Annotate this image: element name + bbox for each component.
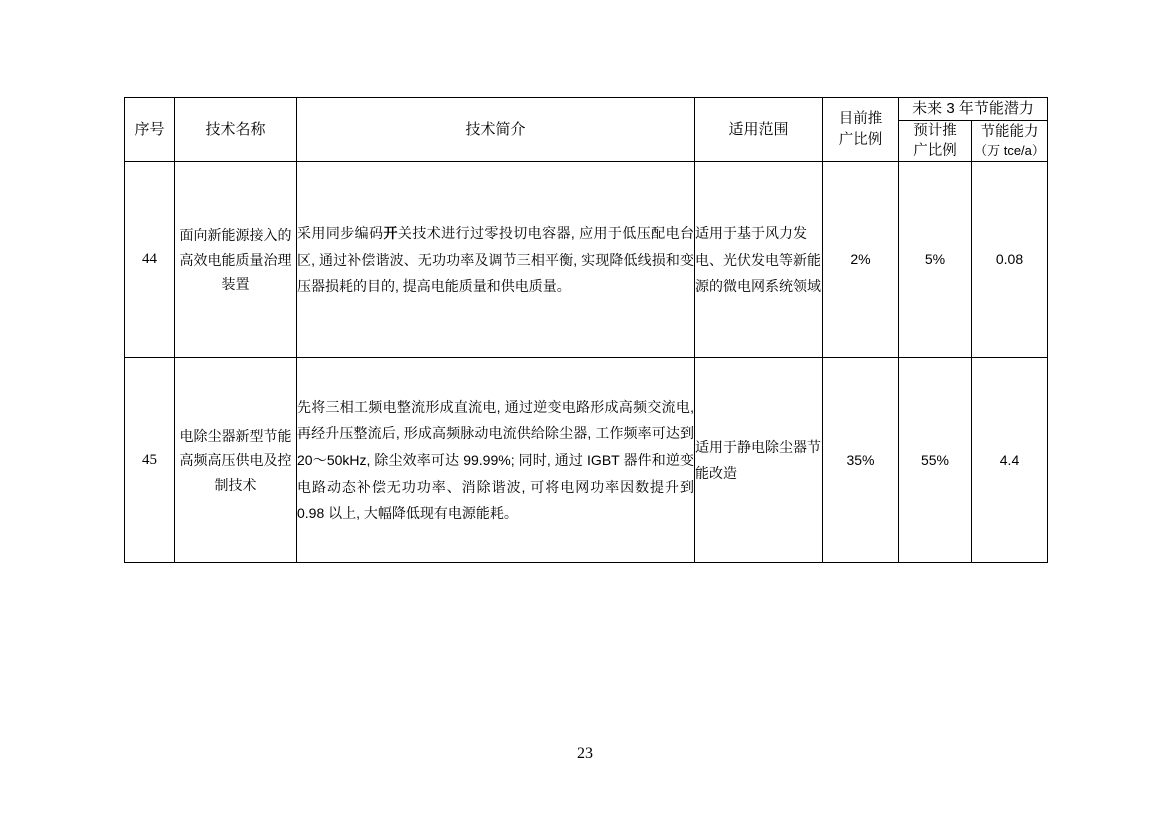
row-future-saving: 4.4 (972, 358, 1048, 563)
table-row (125, 162, 1048, 358)
header-future-saving-line1: 节能能力 (980, 123, 1039, 140)
row-future-ratio: 5% (899, 162, 972, 358)
header-current-ratio-line1: 目前推 (838, 110, 883, 127)
table-row (125, 358, 1048, 563)
header-cell-future-saving (972, 120, 1048, 162)
header-future-ratio-line1: 预计推 (913, 122, 957, 139)
row-current-ratio: 35% (823, 358, 899, 563)
row-tech-desc (297, 162, 695, 358)
header-cell-name: 技术名称 (175, 98, 297, 162)
table-header (125, 98, 1048, 162)
desc-part-2: 关技术进行过零投切电容器, 应用于低压配电台区, 通过补偿谐波、无功功率及调节三相平衡, 实现降低线损和变压器损耗的目的, 提高电能质量和供电质量。 (297, 224, 695, 295)
desc-part-1: 采用同步编码 (297, 224, 384, 241)
header-row-top (125, 98, 1048, 121)
header-future-ratio-line2: 广比例 (913, 143, 957, 160)
row-future-saving: 0.08 (972, 162, 1048, 358)
table-body (125, 162, 1048, 563)
row-scope: 适用于静电除尘器节能改造 (695, 358, 823, 563)
row-future-ratio: 55% (899, 358, 972, 563)
row-scope: 适用于基于风力发电、光伏发电等新能源的微电网系统领域 (695, 162, 823, 358)
header-future-saving-line2: （万 tce/a） (974, 143, 1045, 159)
technology-table (124, 97, 1048, 563)
desc-part-1: 先将三相工频电整流形成直流电, 通过逆变电路形成高频交流电, 再经升压整流后, 形成高频脉动电流供给除尘器, 工作频率可达到 20～50kHz, 除尘效率可达 99.99%; 同时, 通过 IGBT 器件和逆变电路动态补偿无功功率、消除谐波, 可将电网功率因数提升到 0.98 以上, 大幅降低现有电源能耗。 (297, 398, 694, 522)
page-number: 23 (577, 745, 593, 762)
header-cell-current-ratio (823, 98, 899, 162)
row-current-ratio: 2% (823, 162, 899, 358)
header-cell-future-ratio (899, 120, 972, 162)
row-number: 45 (125, 358, 175, 563)
row-tech-name: 面向新能源接入的高效电能质量治理装置 (175, 162, 297, 358)
row-number: 44 (125, 162, 175, 358)
header-cell-no: 序号 (125, 98, 175, 162)
desc-bold-part: 开 (383, 224, 398, 241)
header-cell-desc: 技术简介 (297, 98, 695, 162)
header-cell-scope: 适用范围 (695, 98, 823, 162)
row-tech-desc (297, 358, 695, 563)
header-current-ratio-line2: 广比例 (838, 131, 883, 148)
row-tech-name: 电除尘器新型节能高频高压供电及控制技术 (175, 358, 297, 563)
header-cell-future-group: 未来 3 年节能潜力 (899, 98, 1048, 121)
